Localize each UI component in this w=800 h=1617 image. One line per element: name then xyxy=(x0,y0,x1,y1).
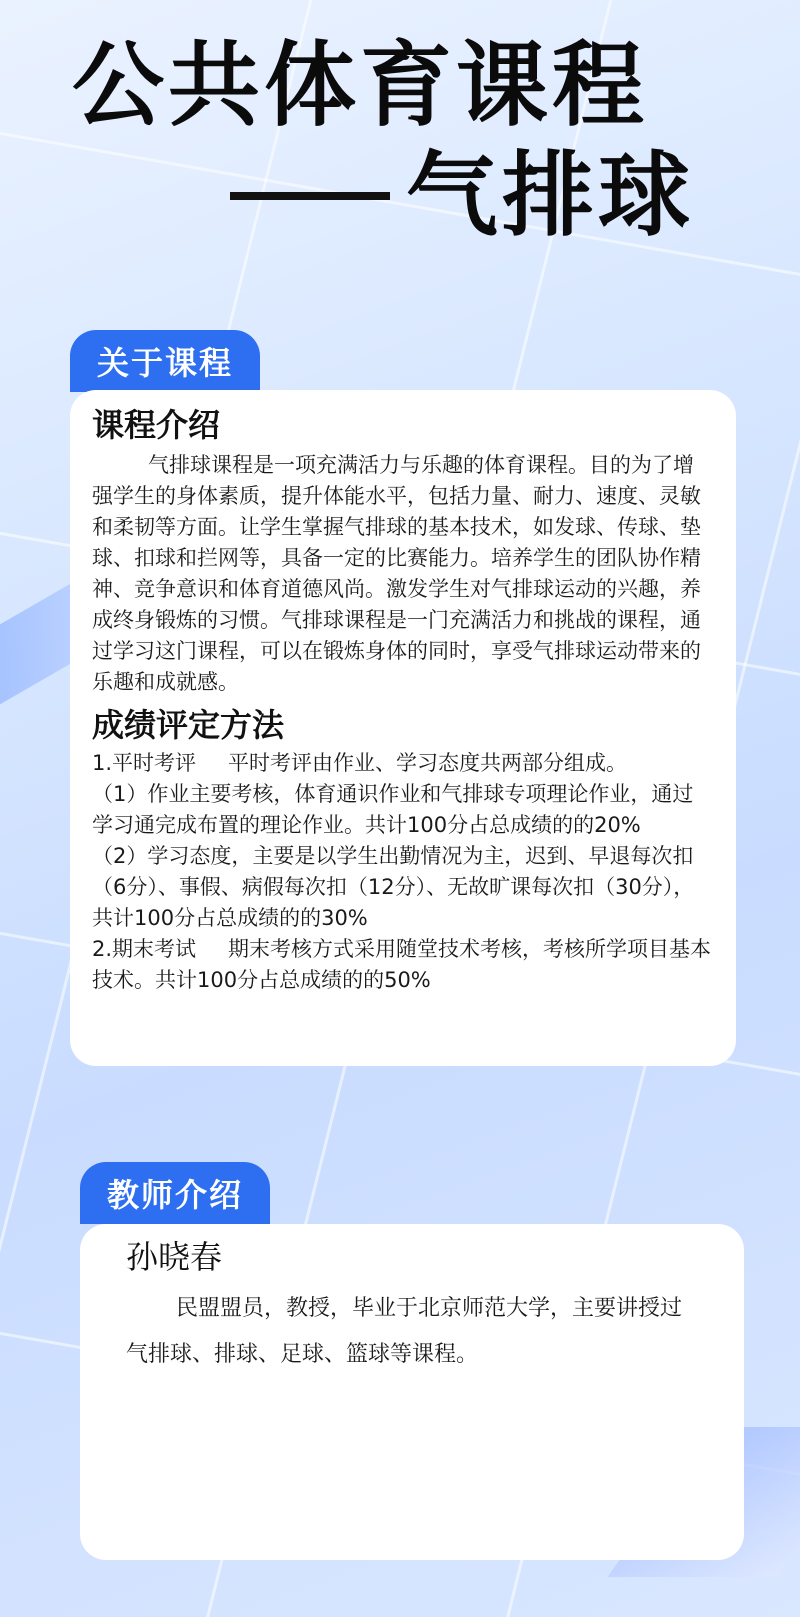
grading-item-1-text: 平时考评由作业、学习态度共两部分组成。 xyxy=(228,751,628,775)
grading-item-2-text: 期末考核方式采用随堂技术考核，考核所学项目基本技术。共计100分占总成绩的的50% xyxy=(92,937,712,992)
grading-item-2-label: 2.期末考试 xyxy=(92,937,197,961)
grading-item-1 xyxy=(92,748,714,779)
page-title: 公共体育课程 xyxy=(72,32,649,139)
tab-teacher-intro: 教师介绍 xyxy=(80,1162,270,1224)
teacher-bio: 民盟盟员，教授，毕业于北京师范大学，主要讲授过气排球、排球、足球、篮球等课程。 xyxy=(126,1296,683,1367)
grading-item-2 xyxy=(92,934,714,996)
grading-item-1-label: 1.平时考评 xyxy=(92,751,197,775)
grading-heading: 成绩评定方法 xyxy=(92,706,285,744)
grading-item-1-sub-1: （1）作业主要考核，体育通识作业和气排球专项理论作业，通过学习通完成布置的理论作业。共计100分占总成绩的的20% xyxy=(92,782,694,837)
course-intro-heading: 课程介绍 xyxy=(92,406,221,444)
about-course-card xyxy=(70,390,736,1066)
course-intro-text: 气排球课程是一项充满活力与乐趣的体育课程。目的为了增强学生的身体素质，提升体能水平，包括力量、耐力、速度、灵敏和柔韧等方面。让学生掌握气排球的基本技术，如发球、传球、垫球、扣球和拦网等，具备一定的比赛能力。培养学生的团队协作精神、竞争意识和体育道德风尚。激发学生对气排球运动的兴趣，养成终身锻炼的习惯。气排球课程是一门充满活力和挑战的课程，通过学习这门课程，可以在锻炼身体的同时，享受气排球运动带来的乐趣和成就感。 xyxy=(92,453,701,694)
subtitle-text: 气排球 xyxy=(406,142,695,249)
title-dash xyxy=(230,192,390,200)
page-subtitle xyxy=(230,140,694,252)
teacher-name: 孙晓春 xyxy=(126,1238,223,1276)
teacher-card xyxy=(80,1224,744,1560)
tab-about-course: 关于课程 xyxy=(70,330,260,392)
grading-item-1-sub-2: （2）学习态度，主要是以学生出勤情况为主，迟到、早退每次扣（6分）、事假、病假每次扣（12分）、无故旷课每次扣（30分），共计100分占总成绩的的30% xyxy=(92,844,695,930)
